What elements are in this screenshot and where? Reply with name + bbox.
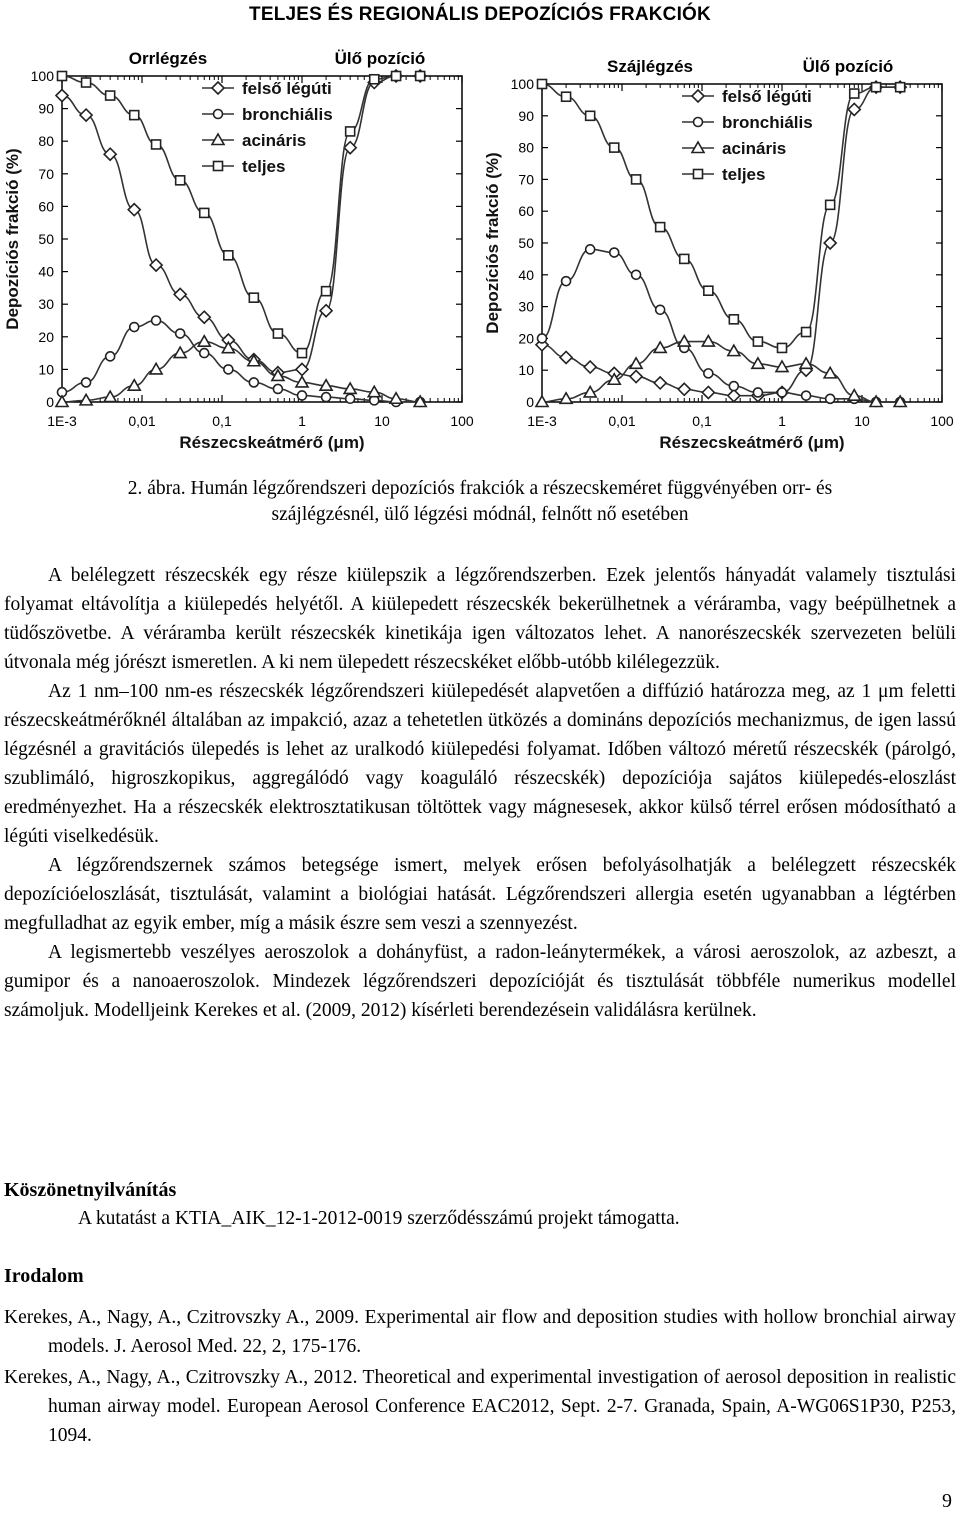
series-line [542, 342, 900, 402]
x-tick-label: 10 [374, 413, 390, 429]
data-point [753, 388, 762, 397]
chart-orrlegzes [0, 40, 480, 460]
data-point [586, 245, 595, 254]
data-point [802, 391, 811, 400]
acknowledgement-text: A kutatást a KTIA_AIK_12-1-2012-0019 szerződésszámú projekt támogatta. [78, 1208, 680, 1229]
y-tick-label: 20 [518, 330, 534, 347]
legend-marker [692, 90, 704, 102]
legend-label: felső légúti [242, 79, 332, 98]
legend-marker [214, 162, 223, 171]
data-point [704, 369, 713, 378]
data-point [850, 89, 859, 98]
y-tick-label: 0 [526, 394, 534, 410]
y-tick-label: 90 [38, 100, 54, 117]
y-tick-label: 60 [38, 198, 54, 215]
data-point [273, 329, 282, 338]
series-line [542, 249, 900, 402]
data-point [106, 91, 115, 100]
data-point [322, 393, 331, 402]
data-point [610, 143, 619, 152]
legend-label: felső légúti [722, 87, 812, 106]
data-point [80, 109, 92, 121]
y-tick-label: 70 [518, 171, 534, 188]
figure-caption [0, 476, 960, 528]
y-tick-label: 80 [38, 133, 54, 150]
data-point [198, 336, 210, 347]
y-axis-label: Depozíciós frakció (%) [483, 152, 502, 334]
data-point [416, 72, 425, 81]
data-point [224, 365, 233, 374]
body-text [4, 561, 956, 1025]
data-point [778, 388, 787, 397]
data-point [249, 293, 258, 302]
data-point [586, 111, 595, 120]
data-point [56, 90, 68, 102]
legend-label: bronchiális [722, 113, 813, 132]
data-point [249, 378, 258, 387]
data-point [826, 200, 835, 209]
y-tick-label: 40 [518, 266, 534, 283]
data-point [680, 254, 689, 263]
chart-subtitle: Ülő pozíció [334, 49, 426, 68]
y-tick-label: 40 [38, 263, 54, 280]
paragraph-4: A legismertebb veszélyes aeroszolok a dohányfüst, a radon-leánytermékek, a városi aeroszolok, az azbeszt, a gumipor és a nanoaeroszolok. Mindezek légzőrendszeri depozícióját és tisztulását többféle numerikus modellel számoljuk. Modelljeink Kerekes et al. (2009, 2012) kísérleti berendezésein validálásra kerülnek. [4, 942, 956, 1021]
legend-label: teljes [242, 157, 286, 176]
legend-label: bronchiális [242, 105, 333, 124]
data-point [704, 286, 713, 295]
chart-subtitle: Ülő pozíció [802, 57, 894, 76]
data-point [729, 315, 738, 324]
x-axis-label: Részecskeátmérő (μm) [659, 433, 845, 452]
paragraph-2: Az 1 nm–100 nm-es részecskék légzőrendszeri kiülepedését alapvetően a diffúzió határozza meg, az 1 μm feletti részecskeátmérőknél általában az impakció, azaz a tehetetlen ütközés a domináns depozíciós mechanizmus, de igen lassú légzésnél a gravitációs ülepedés is lehet az uralkodó kiülepedési folyamat. Időben változó méretű részecskék (párolgó, szublimáló, higroszkopikus, aggregálódó vagy koaguláló részecskék) depozíciója sajátos kiülepedés-eloszlást eredményezhet. Ha a részecskék elektrosztatikusan töltöttek vagy mágnesesek, akkor külső térrel erősen módosítható a légúti viselkedésük. [4, 681, 956, 847]
y-tick-label: 90 [518, 107, 534, 124]
data-point [82, 78, 91, 87]
data-point [560, 351, 572, 363]
legend-label: acináris [722, 139, 787, 158]
references-heading: Irodalom [4, 1265, 84, 1287]
data-point [176, 176, 185, 185]
data-point [826, 394, 835, 403]
x-tick-label: 10 [854, 413, 870, 429]
y-tick-label: 50 [518, 235, 534, 251]
data-point [370, 75, 379, 84]
data-point [562, 277, 571, 286]
data-point [322, 287, 331, 296]
data-point [152, 140, 161, 149]
data-point [562, 92, 571, 101]
y-tick-label: 60 [518, 203, 534, 220]
page-title: TELJES ÉS REGIONÁLIS DEPOZÍCIÓS FRAKCIÓK [249, 4, 711, 25]
x-tick-label: 1 [298, 413, 306, 429]
data-point [654, 377, 666, 389]
data-point [538, 80, 547, 89]
data-point [848, 103, 860, 115]
series-line [542, 87, 900, 395]
data-point [538, 334, 547, 343]
legend-marker [214, 110, 223, 119]
data-point [346, 127, 355, 136]
x-tick-label: 0,1 [692, 413, 712, 429]
y-tick-label: 80 [518, 139, 534, 156]
data-point [58, 72, 67, 81]
y-axis-label: Depozíciós frakció (%) [3, 148, 22, 330]
data-point [632, 270, 641, 279]
x-tick-label: 1E-3 [47, 413, 77, 429]
data-point [198, 311, 210, 323]
y-tick-label: 30 [518, 298, 534, 315]
x-tick-label: 0,1 [212, 413, 232, 429]
x-axis-label: Részecskeátmérő (μm) [179, 433, 365, 452]
legend-marker [694, 118, 703, 127]
data-point [896, 83, 905, 92]
y-tick-label: 70 [38, 165, 54, 182]
data-point [176, 329, 185, 338]
y-tick-label: 20 [38, 328, 54, 345]
chart-szajlegzes [480, 40, 960, 460]
chart-title: Orrlégzés [128, 49, 208, 68]
x-tick-label: 100 [930, 413, 954, 429]
legend-marker [694, 170, 703, 179]
data-point [130, 111, 139, 120]
data-point [106, 352, 115, 361]
data-point [702, 386, 714, 398]
x-tick-label: 0,01 [128, 413, 156, 429]
data-point [872, 83, 881, 92]
y-tick-label: 10 [38, 361, 54, 378]
data-point [298, 391, 307, 400]
x-tick-label: 0,01 [608, 413, 636, 429]
data-point [174, 288, 186, 300]
y-tick-label: 100 [30, 68, 54, 84]
y-tick-label: 50 [38, 231, 54, 247]
data-point [802, 328, 811, 337]
y-tick-label: 10 [518, 362, 534, 379]
x-tick-label: 1 [778, 413, 786, 429]
data-point [130, 323, 139, 332]
data-point [392, 72, 401, 81]
data-point [104, 148, 116, 160]
legend-label: acináris [242, 131, 307, 150]
page-number: 9 [942, 1490, 952, 1512]
y-tick-label: 100 [510, 76, 534, 92]
reference-item: Kerekes, A., Nagy, A., Czitrovszky A., 2009. Experimental air flow and deposition studies with hollow bronchial airway models. J. Aerosol Med. 22, 2, 175-176. [4, 1307, 956, 1357]
data-point [632, 175, 641, 184]
data-point [200, 208, 209, 217]
data-point [678, 383, 690, 395]
data-point [656, 305, 665, 314]
paragraph-1: A belélegzett részecskék egy része kiülepszik a légzőrendszerben. Ezek jelentős hányadát valamely tisztulási folyamat eltávolítja a kiülepedés helyétől. A kiülepedett részecskék bekerülhetnek a véráramba, vagy beépülhetnek a tüdőszövetbe. A véráramba került részecskék kinetikája igen változatos lehet. A nanorészecskék szervezeten belüli útvonala még jórészt ismeretlen. A ki nem ülepedett részecskéket előbb-utóbb kilélegezzük. [4, 565, 956, 673]
data-point [152, 316, 161, 325]
chart-title: Szájlégzés [607, 57, 693, 76]
paragraph-3: A légzőrendszernek számos betegsége ismert, melyek erősen befolyásolhatják a belélegzett részecskék depozícióeloszlását, tisztulását, valamint a biológiai hatását. Légzőrendszeri allergia esetén ugyanabban a légtérben megfulladhat az egyik ember, míg a másik észre sem veszi a szennyezést. [4, 855, 956, 934]
figure-caption-line1: 2. ábra. Humán légzőrendszeri depozíciós frakciók a részecskeméret függvényében orr- és [127, 478, 833, 499]
data-point [610, 248, 619, 257]
reference-item: Kerekes, A., Nagy, A., Czitrovszky A., 2012. Theoretical and experimental investigation of aerosol deposition in realistic human airway model. European Aerosol Conference EAC2012, Sept. 2-7. Granada, Spain, A-WG06S1P30, P253, 1094. [4, 1367, 956, 1446]
data-point [584, 361, 596, 373]
data-point [729, 382, 738, 391]
x-tick-label: 100 [450, 413, 474, 429]
data-point [224, 251, 233, 260]
data-point [82, 378, 91, 387]
y-tick-label: 0 [46, 394, 54, 410]
acknowledgement-heading: Köszönetnyilvánítás [4, 1179, 177, 1201]
plot-frame [62, 76, 462, 402]
y-tick-label: 30 [38, 296, 54, 313]
data-point [298, 349, 307, 358]
references-list [4, 1303, 956, 1450]
data-point [273, 384, 282, 393]
data-point [200, 349, 209, 358]
data-point [728, 390, 740, 402]
data-point [753, 337, 762, 346]
series-line [62, 321, 420, 403]
legend-marker [212, 82, 224, 94]
data-point [778, 343, 787, 352]
x-tick-label: 1E-3 [527, 413, 557, 429]
data-point [656, 223, 665, 232]
figure-caption-line2: szájlégzésnél, ülő légzési módnál, felnőtt nő esetében [271, 504, 689, 525]
legend-label: teljes [722, 165, 766, 184]
data-point [346, 394, 355, 403]
data-point [630, 371, 642, 383]
